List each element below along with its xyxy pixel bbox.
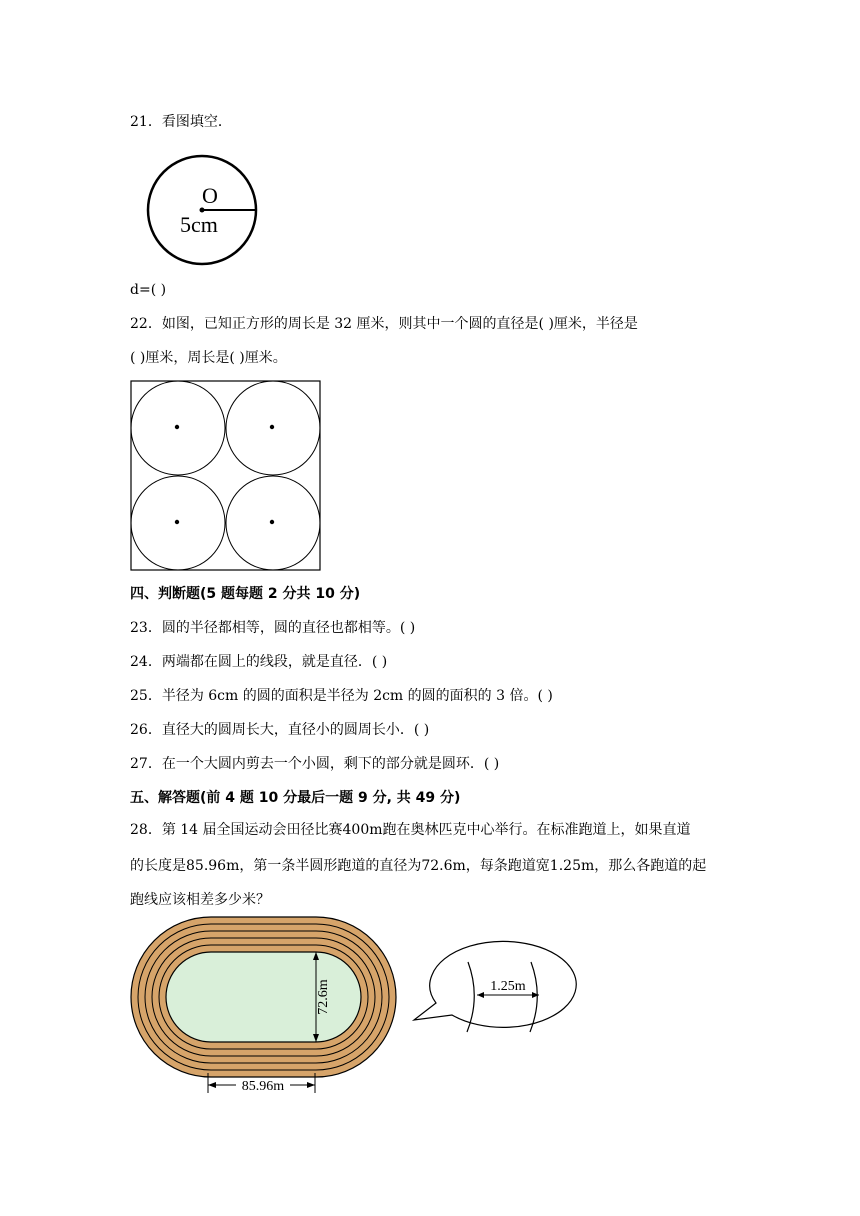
q21-radius-label: 5cm <box>180 212 218 237</box>
q28-line3: 跑线应该相差多少米？ <box>130 892 270 908</box>
arrow-head <box>307 1082 315 1088</box>
q23: 23．圆的半径都相等，圆的直径也都相等。( ) <box>130 620 416 636</box>
q27: 27．在一个大圆内剪去一个小圆，剩下的部分就是圆环．( ) <box>130 756 500 772</box>
q21-center-label: O <box>202 183 218 208</box>
q25: 25．半径为 6cm 的圆的面积是半径为 2cm 的圆的面积的 3 倍。( ) <box>130 688 553 704</box>
q22-square-figure <box>130 380 322 572</box>
q26: 26．直径大的圆周长大，直径小的圆周长小．( ) <box>130 722 430 738</box>
q22-line2: ( )厘米，周长是( )厘米。 <box>130 350 287 366</box>
q22-square <box>131 381 320 570</box>
q28-line1: 28．第 14 届全国运动会田径比赛400m跑在奥林匹克中心举行。在标准跑道上，如果直道 <box>130 822 691 838</box>
straight-label: 85.96m <box>241 1079 285 1094</box>
q22-center-dot <box>175 425 179 429</box>
q22-center-dot <box>175 520 179 524</box>
section4-title: 四、判断题(5 题每题 2 分共 10 分) <box>130 586 361 602</box>
q21-answer: d=( ) <box>130 282 167 298</box>
q22-line1: 22．如图，已知正方形的周长是 32 厘米，则其中一个圆的直径是( )厘米，半径是 <box>130 316 638 332</box>
track-infield <box>166 952 361 1042</box>
q28-track-figure <box>130 915 585 1095</box>
q22-center-dot <box>270 425 274 429</box>
q24: 24．两端都在圆上的线段，就是直径．( ) <box>130 654 388 670</box>
diameter-label: 72.6m <box>316 979 331 1015</box>
q21-circle-figure <box>140 150 270 280</box>
section5-title: 五、解答题(前 4 题 10 分最后一题 9 分, 共 49 分) <box>130 790 461 806</box>
q21-text: 21．看图填空． <box>130 114 232 130</box>
q22-center-dot <box>270 520 274 524</box>
q28-line2: 的长度是85.96m，第一条半圆形跑道的直径为72.6m，每条跑道宽1.25m，那么各跑道的起 <box>130 858 707 874</box>
lane-width-label: 1.25m <box>490 979 526 994</box>
arrow-head <box>208 1082 216 1088</box>
